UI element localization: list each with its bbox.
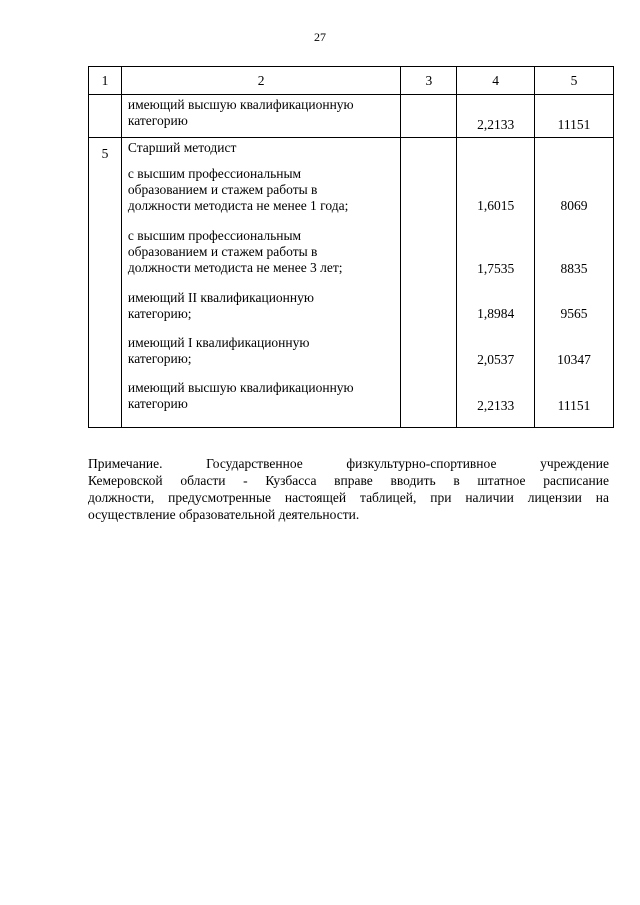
salary-cell bbox=[535, 95, 614, 138]
salary-cell bbox=[535, 138, 614, 428]
qualification-line: имеющий I квалификационную bbox=[127, 335, 310, 350]
qualification-entry bbox=[128, 335, 395, 372]
position-cell bbox=[121, 138, 401, 428]
qualification-entry bbox=[128, 228, 395, 282]
salary-value: 9565 bbox=[560, 306, 588, 321]
header-cell: 5 bbox=[535, 67, 614, 95]
position-title: Старший методист bbox=[127, 140, 237, 155]
qualification-entry bbox=[128, 380, 395, 414]
qualification-line: должности методиста не менее 3 лет; bbox=[127, 260, 343, 275]
position-line: имеющий высшую квалификационную bbox=[127, 97, 354, 112]
coefficient-value: 2,2133 bbox=[477, 398, 515, 413]
salary-value: 11151 bbox=[557, 117, 591, 132]
table-note bbox=[88, 455, 609, 523]
qualification-line: имеющий II квалификационную bbox=[127, 290, 314, 305]
qualification-line: категорию bbox=[127, 396, 188, 411]
coefficient-value: 1,8984 bbox=[477, 306, 515, 321]
qualification-line: категорию; bbox=[127, 351, 192, 366]
salary-value: 11151 bbox=[557, 398, 591, 413]
table-header-row bbox=[89, 67, 614, 95]
row-number-cell bbox=[89, 95, 122, 138]
position-cell bbox=[121, 95, 401, 138]
salary-table bbox=[88, 66, 614, 428]
position-line: категорию bbox=[127, 113, 188, 128]
header-cell: 3 bbox=[401, 67, 457, 95]
header-cell: 1 bbox=[89, 67, 122, 95]
coefficient-cell bbox=[457, 95, 535, 138]
col3-cell bbox=[401, 138, 457, 428]
note-line: Примечание. Государственное физкультурно-спортивное учреждение bbox=[88, 456, 609, 471]
coefficient-value: 1,6015 bbox=[477, 198, 515, 213]
salary-value: 8069 bbox=[560, 198, 588, 213]
col3-cell bbox=[401, 95, 457, 138]
note-line: осуществление образовательной деятельности. bbox=[88, 507, 360, 522]
qualification-line: образованием и стажем работы в bbox=[127, 182, 318, 197]
table-row bbox=[89, 138, 614, 428]
header-cell: 4 bbox=[457, 67, 535, 95]
coefficient-value: 1,7535 bbox=[477, 261, 515, 276]
qualification-line: должности методиста не менее 1 года; bbox=[127, 198, 349, 213]
row-number: 5 bbox=[101, 146, 109, 161]
salary-value: 8835 bbox=[560, 261, 588, 276]
qualification-line: имеющий высшую квалификационную bbox=[127, 380, 354, 395]
salary-value: 10347 bbox=[557, 352, 591, 367]
page-number: 27 bbox=[314, 30, 326, 44]
qualification-entry bbox=[128, 290, 395, 327]
table-row bbox=[89, 95, 614, 138]
qualification-line: образованием и стажем работы в bbox=[127, 244, 318, 259]
qualification-line: с высшим профессиональным bbox=[127, 166, 302, 181]
qualification-line: с высшим профессиональным bbox=[127, 228, 302, 243]
coefficient-cell bbox=[457, 138, 535, 428]
header-cell: 2 bbox=[121, 67, 401, 95]
qualification-line: категорию; bbox=[127, 306, 192, 321]
row-number-cell bbox=[89, 138, 122, 428]
coefficient-value: 2,2133 bbox=[477, 117, 515, 132]
note-line: Кемеровской области - Кузбасса вправе вводить в штатное расписание bbox=[88, 473, 609, 488]
note-line: должности, предусмотренные настоящей таблицей, при наличии лицензии на bbox=[88, 490, 609, 505]
qualification-entry bbox=[128, 166, 395, 220]
coefficient-value: 2,0537 bbox=[477, 352, 515, 367]
